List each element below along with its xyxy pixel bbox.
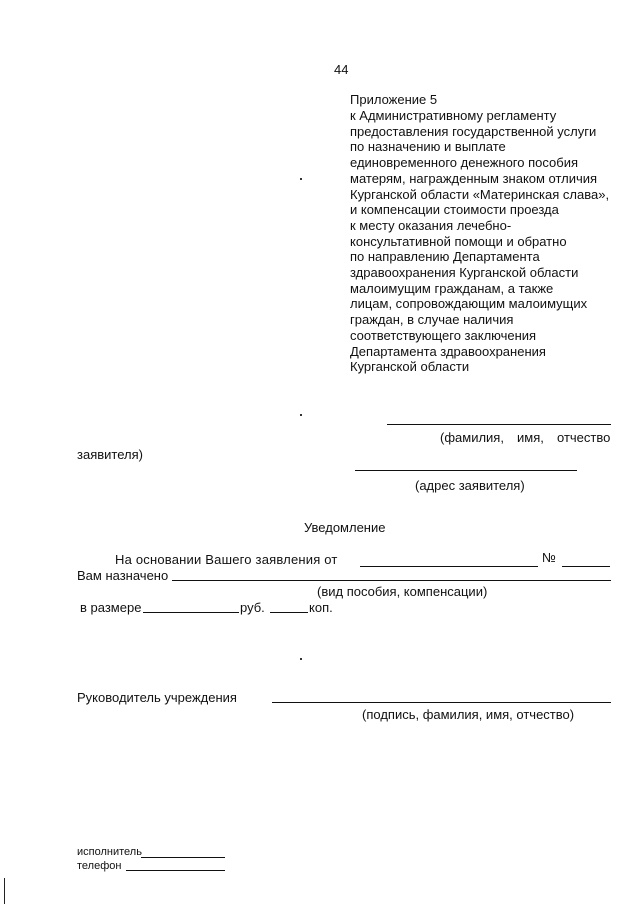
appendix-title: Приложение 5 <box>350 92 438 107</box>
application-number-line <box>562 566 610 567</box>
appendix-line: и компенсации стоимости проезда <box>350 202 559 218</box>
appendix-line: по направлению Департамента <box>350 249 540 265</box>
appendix-line: предоставления государственной услуги <box>350 123 597 139</box>
appendix-line: Департамента здравоохранения <box>350 343 546 359</box>
appendix-line: к Административному регламенту <box>350 108 557 123</box>
benefit-type-caption: (вид пособия, компенсации) <box>317 584 488 599</box>
scan-speck <box>300 414 302 416</box>
applicant-name-caption-cont: заявителя) <box>77 447 143 462</box>
phone-line <box>126 870 225 871</box>
appendix-line: соответствующего заключения <box>350 327 537 343</box>
applicant-name-caption-2: имя, <box>517 430 544 445</box>
page-number: 44 <box>334 62 349 77</box>
notice-title: Уведомление <box>304 520 386 535</box>
notice-based-on: На основании Вашего заявления от <box>115 552 338 567</box>
scan-edge-mark <box>4 878 5 904</box>
notice-assigned: Вам назначено <box>77 568 169 583</box>
amount-kop: коп. <box>309 600 333 615</box>
application-date-line <box>360 566 538 567</box>
appendix-line: консультативной помощи и обратно <box>350 233 567 249</box>
appendix-line: Курганской области <box>350 359 470 375</box>
applicant-address-caption: (адрес заявителя) <box>415 478 525 493</box>
applicant-name-caption-1: (фамилия, <box>440 430 504 445</box>
appendix-line: к месту оказания лечебно- <box>350 217 512 233</box>
appendix-line: лицам, сопровождающим малоимущих <box>350 296 588 312</box>
signature-line <box>272 702 611 703</box>
appendix-line: малоимущим гражданам, а также <box>350 280 554 296</box>
appendix-line: Курганской области «Материнская слава», <box>350 186 610 202</box>
benefit-type-line <box>172 580 611 581</box>
scan-speck <box>300 178 302 180</box>
executor-line <box>141 857 225 858</box>
appendix-line: по назначению и выплате <box>350 139 506 155</box>
applicant-name-caption-3: отчество <box>557 430 611 445</box>
appendix-line: матерям, награжденным знаком отличия <box>350 170 598 186</box>
scan-speck <box>300 658 302 660</box>
phone-label: телефон <box>77 860 122 872</box>
appendix-line: единовременного денежного пособия <box>350 155 578 171</box>
amount-rub: руб. <box>240 600 265 615</box>
amount-rub-line <box>143 612 239 613</box>
applicant-address-line <box>355 470 577 471</box>
applicant-name-line <box>387 424 611 425</box>
amount-prefix: в размере <box>80 600 142 615</box>
appendix-line: здравоохранения Курганской области <box>350 265 579 280</box>
executor-label: исполнитель <box>77 846 142 858</box>
number-sign: № <box>542 550 556 565</box>
head-label: Руководитель учреждения <box>77 690 237 705</box>
appendix-line: граждан, в случае наличия <box>350 312 514 328</box>
amount-kop-line <box>270 612 308 613</box>
signature-caption: (подпись, фамилия, имя, отчество) <box>362 707 575 722</box>
